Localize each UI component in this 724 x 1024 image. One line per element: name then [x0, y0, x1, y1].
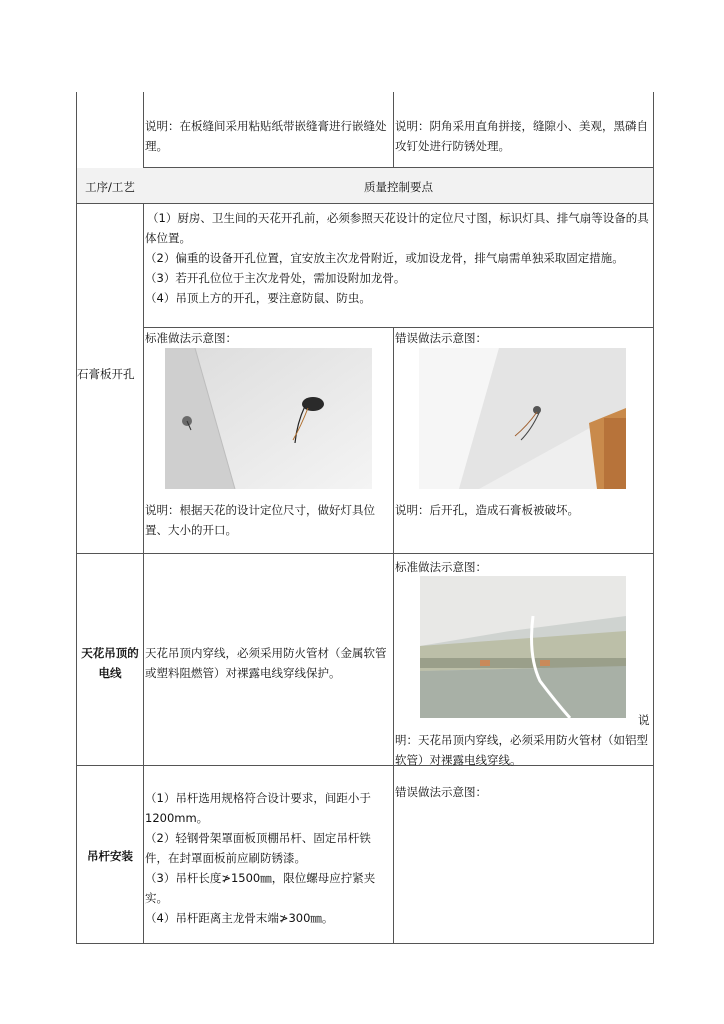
gypsum-point-4: （4）吊顶上方的开孔，要注意防鼠、防虫。 — [145, 291, 371, 305]
gypsum-standard-note: 说明：根据天花的设计定位尺寸，做好灯具位置、大小的开口。 — [145, 503, 375, 537]
gypsum-label: 石膏板开孔 — [77, 367, 135, 381]
hanger-point-1: （1）吊杆选用规格符合设计要求，间距小于 1200mm。 — [145, 791, 371, 825]
wrong-ceiling-hole-photo — [419, 348, 626, 489]
hanger-point-4: （4）吊杆距离主龙骨末端≯300㎜。 — [145, 911, 334, 925]
hanger-label: 吊杆安装 — [87, 849, 133, 863]
hanger-point-2: （2）轻钢骨架罩面板顶棚吊杆、固定吊杆铁件，在封罩面板前应刷防锈漆。 — [145, 831, 371, 865]
top-right-note: 说明：阴角采用直角拼接，缝隙小、美观，黑磷自攻钉处进行防锈处理。 — [395, 119, 648, 153]
wiring-note: 说明：天花吊顶内穿线，必须采用防火管材（如铝型软管）对裸露电线穿线。 — [395, 713, 650, 767]
gypsum-point-2: （2）偏重的设备开孔位置，宜安放主次龙骨附近，或加设龙骨，排气扇需单独采取固定措施。 — [145, 251, 624, 265]
wiring-text: 天花吊顶内穿线，必须采用防火管材（金属软管或塑料阻燃管）对裸露电线穿线保护。 — [145, 646, 387, 680]
wiring-label: 天花吊顶的电线 — [81, 646, 139, 680]
table-border-col1 — [143, 92, 144, 944]
gypsum-point-3: （3）若开孔位位于主次龙骨处，需加设附加龙骨。 — [145, 271, 406, 285]
wiring-standard-label: 标准做法示意图： — [395, 560, 487, 574]
gypsum-wrong-label: 错误做法示意图： — [395, 331, 487, 345]
header-process: 工序/工艺 — [85, 180, 135, 194]
gypsum-wrong-note: 说明：后开孔，造成石膏板被破坏。 — [395, 503, 579, 517]
table-border-mid-top — [393, 92, 394, 167]
table-border-right — [653, 92, 654, 944]
hanger-point-3: （3）吊杆长度≯1500㎜，限位螺母应拧紧夹实。 — [145, 871, 376, 905]
table-border-mid-bottom — [393, 327, 394, 944]
gypsum-points — [145, 208, 653, 308]
gypsum-standard-label: 标准做法示意图： — [145, 331, 237, 345]
ceiling-wiring-photo — [420, 576, 626, 718]
header-quality-points: 质量控制要点 — [364, 180, 433, 194]
gypsum-point-1: （1）厨房、卫生间的天花开孔前，必须参照天花设计的定位尺寸图，标识灯具、排气扇等设备的具体位置。 — [145, 211, 649, 245]
table-border-left — [76, 92, 77, 944]
table-hline-4 — [76, 553, 654, 554]
top-left-note: 说明：在板缝间采用粘贴纸带嵌缝膏进行嵌缝处理。 — [145, 119, 387, 153]
hanger-points — [145, 788, 390, 928]
table-hline-2 — [76, 203, 654, 204]
hanger-wrong-label: 错误做法示意图： — [395, 785, 487, 799]
table-hline-6 — [76, 943, 654, 944]
standard-ceiling-hole-photo — [165, 348, 372, 489]
